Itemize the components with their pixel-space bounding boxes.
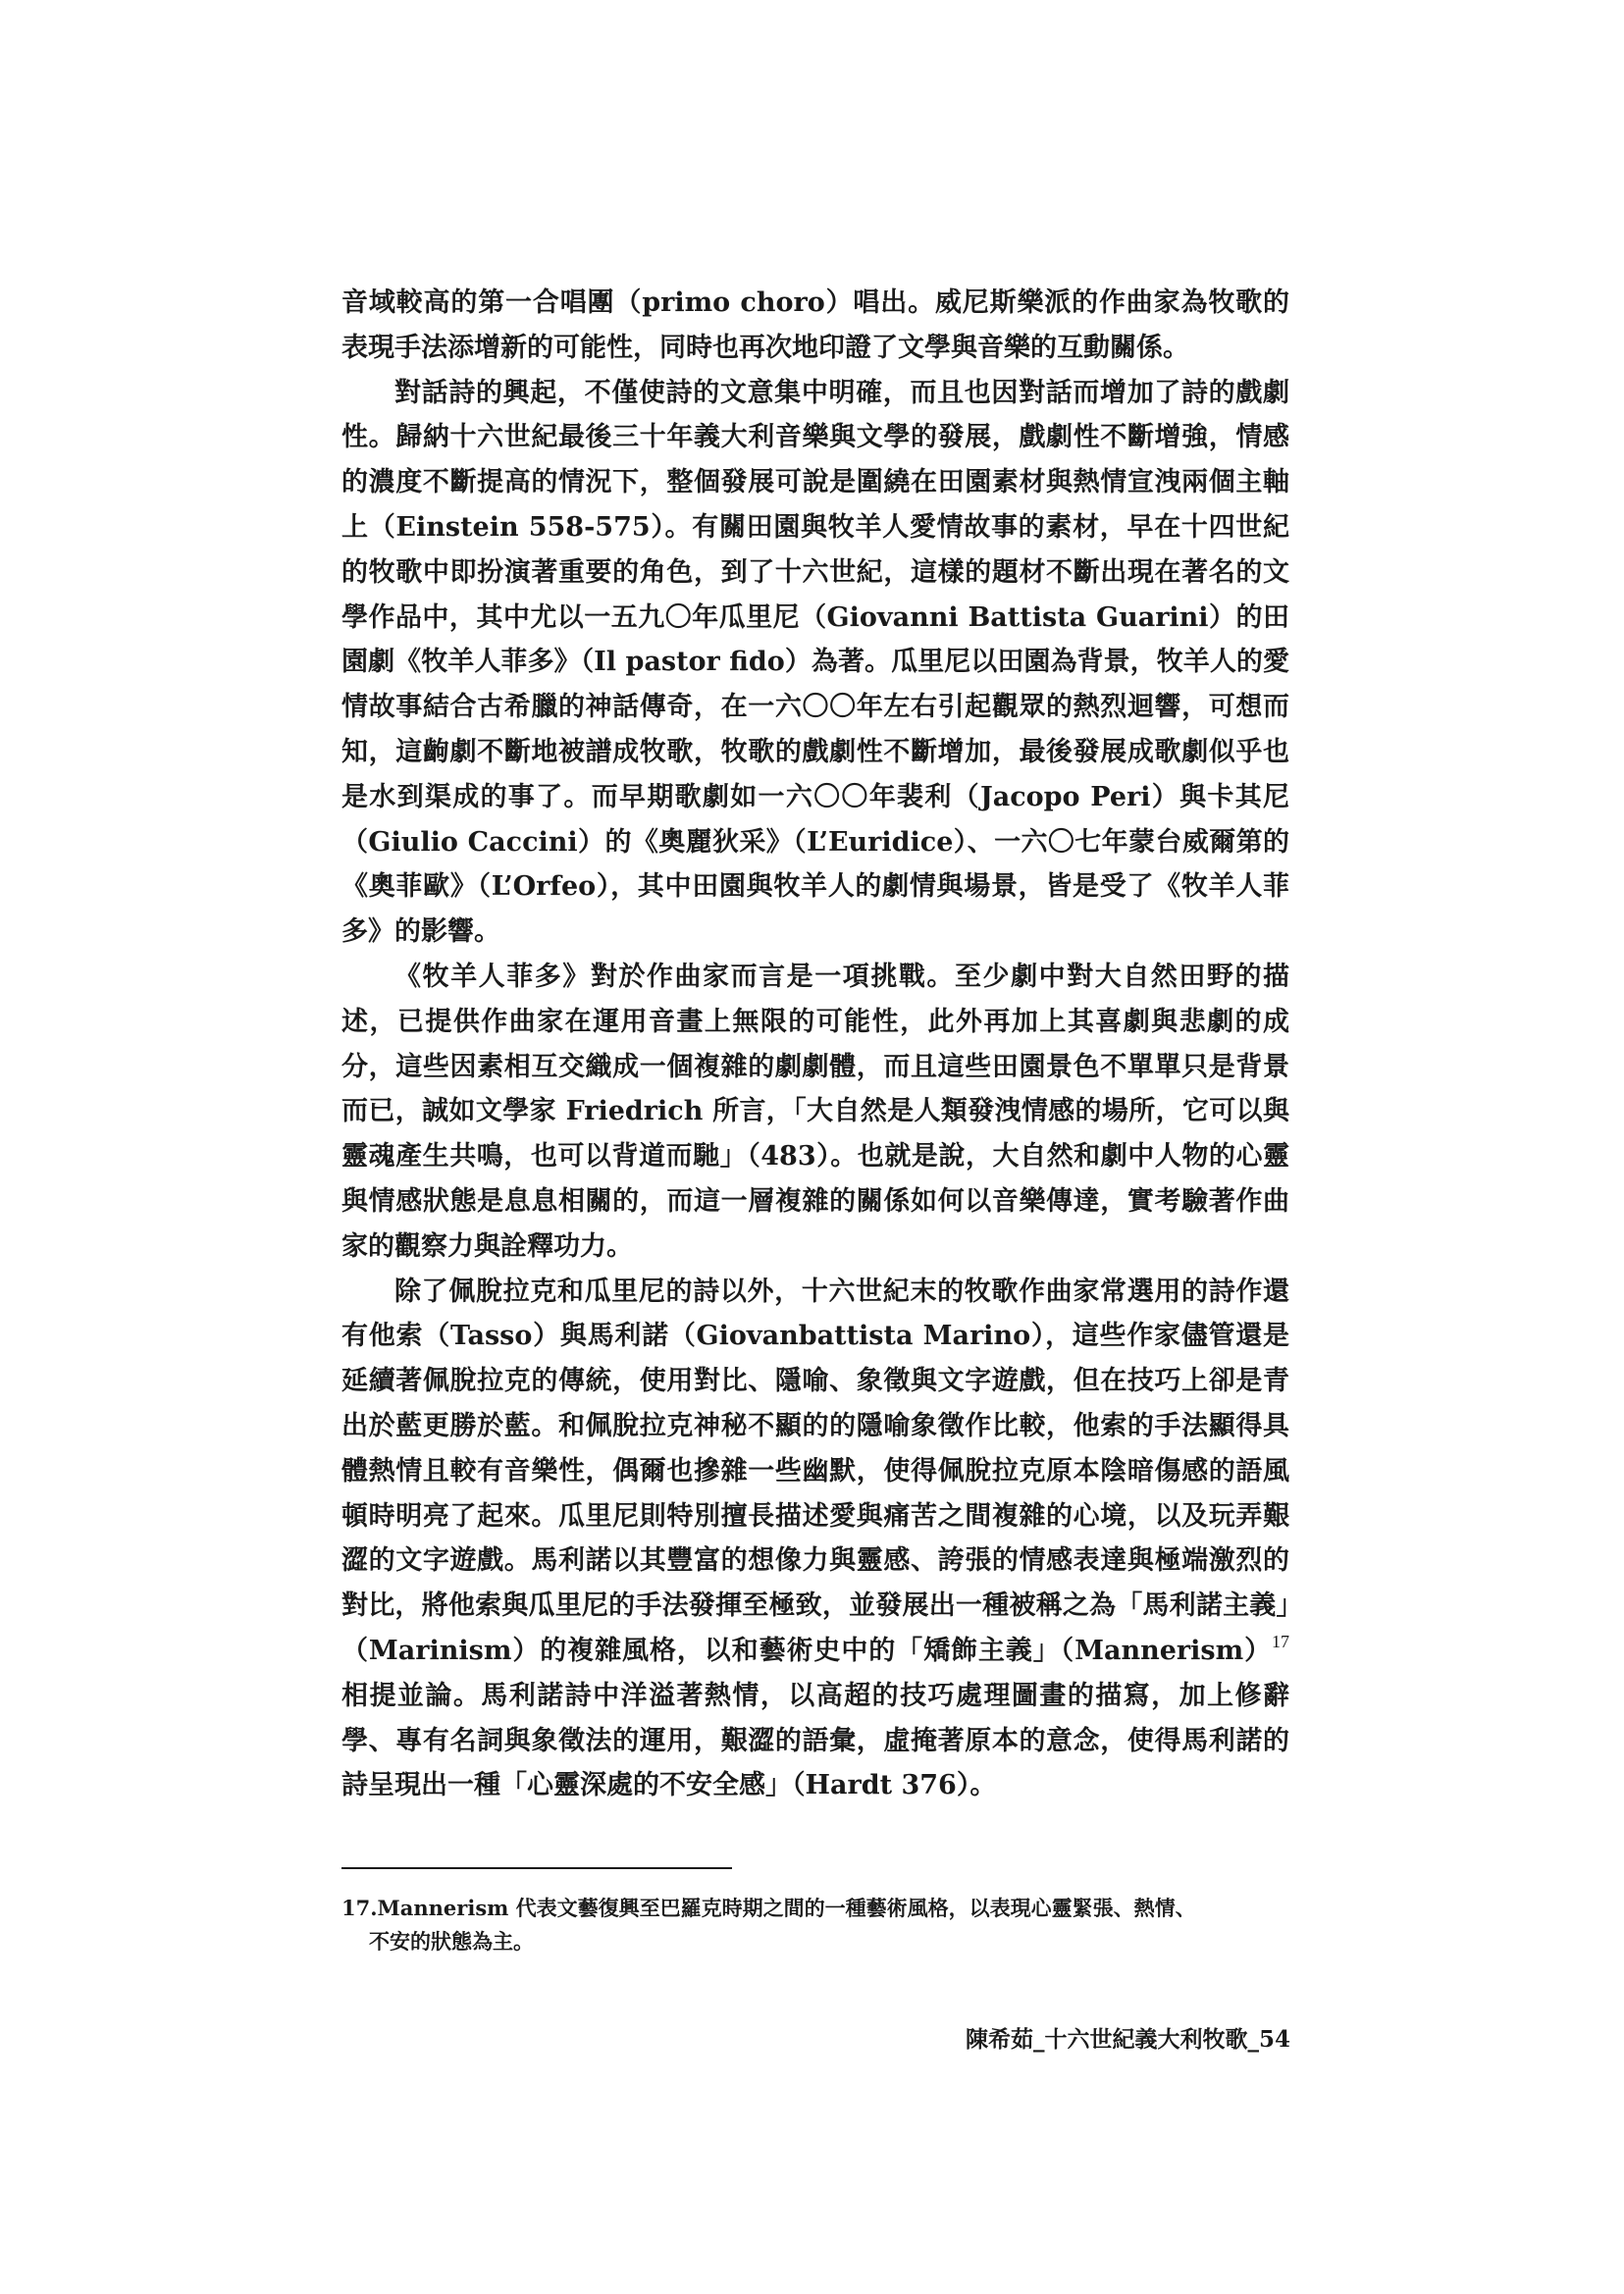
paragraph-4-part-2: 相提並論。馬利諾詩中洋溢著熱情，以高超的技巧處理圖畫的描寫，加上修辭學、專有名詞與象徵法的運用，艱澀的語彙，虛掩著原本的意念，使得馬利諾的詩呈現出一種「心靈深處的不安全感」（Hardt 376）。	[341, 1680, 1289, 1801]
footnote-17	[341, 1892, 1289, 1958]
footnote-ref-17[interactable]: 17	[1272, 1631, 1289, 1651]
paragraph-4-part-1: 除了佩脫拉克和瓜里尼的詩以外，十六世紀末的牧歌作曲家常選用的詩作還有他索（Tasso）與馬利諾（Giovanbattista Marino），這些作家儘管還是延續著佩脫拉克的傳統，使用對比、隱喻、象徵與文字遊戲，但在技巧上卻是青出於藍更勝於藍。和佩脫拉克神秘不顯的的隱喻象徵作比較，他索的手法顯得具體熱情且較有音樂性，偶爾也摻雜一些幽默，使得佩脫拉克原本陰暗傷感的語風頓時明亮了起來。瓜里尼則特別擅長描述愛與痛苦之間複雜的心境，以及玩弄艱澀的文字遊戲。馬利諾以其豐富的想像力與靈感、誇張的情感表達與極端激烈的對比，將他索與瓜里尼的手法發揮至極致，並發展出一種被稱之為「馬利諾主義」（Marinism）的複雜風格，以和藝術史中的「矯飾主義」（Mannerism）	[341, 1276, 1289, 1666]
page-footer: 陳希茹_十六世紀義大利牧歌_54	[965, 2026, 1290, 2053]
footnote-line-1: 17.Mannerism 代表文藝復興至巴羅克時期之間的一種藝術風格，以表現心靈緊張、熱情、	[341, 1896, 1196, 1920]
body-text	[341, 281, 1289, 1808]
footnote-line-2: 不安的狀態為主。	[369, 1929, 534, 1954]
paragraph-3: 《牧羊人菲多》對於作曲家而言是一項挑戰。至少劇中對大自然田野的描述，已提供作曲家在運用音畫上無限的可能性，此外再加上其喜劇與悲劇的成分，這些因素相互交織成一個複雜的劇劇體，而且這些田園景色不單單只是背景而已，誠如文學家 Friedrich 所言，「大自然是人類發洩情感的場所，它可以與靈魂產生共鳴，也可以背道而馳」（483）。也就是說，大自然和劇中人物的心靈與情感狀態是息息相關的，而這一層複雜的關係如何以音樂傳達，實考驗著作曲家的觀察力與詮釋功力。	[341, 961, 1289, 1262]
footnote-separator	[341, 1867, 732, 1869]
paragraph-2: 對話詩的興起，不僅使詩的文意集中明確，而且也因對話而增加了詩的戲劇性。歸納十六世紀最後三十年義大利音樂與文學的發展，戲劇性不斷增強，情感的濃度不斷提高的情況下，整個發展可說是圍繞在田園素材與熱情宣洩兩個主軸上（Einstein 558-575）。有關田園與牧羊人愛情故事的素材，早在十四世紀的牧歌中即扮演著重要的角色，到了十六世紀，這樣的題材不斷出現在著名的文學作品中，其中尤以一五九〇年瓜里尼（Giovanni Battista Guarini）的田園劇《牧羊人菲多》（Il pastor fido）為著。瓜里尼以田園為背景，牧羊人的愛情故事結合古希臘的神話傳奇，在一六〇〇年左右引起觀眾的熱烈迴響，可想而知，這齣劇不斷地被譜成牧歌，牧歌的戲劇性不斷增加，最後發展成歌劇似乎也是水到渠成的事了。而早期歌劇如一六〇〇年裴利（Jacopo Peri）與卡其尼（Giulio Caccini）的《奧麗狄采》（L’Euridice）、一六〇七年蒙台威爾第的《奧菲歐》（L’Orfeo），其中田園與牧羊人的劇情與場景，皆是受了《牧羊人菲多》的影響。	[341, 377, 1289, 948]
paragraph-4	[341, 1270, 1289, 1809]
paragraph-1: 音域較高的第一合唱團（primo choro）唱出。威尼斯樂派的作曲家為牧歌的表現手法添增新的可能性，同時也再次地印證了文學與音樂的互動關係。	[341, 287, 1289, 363]
